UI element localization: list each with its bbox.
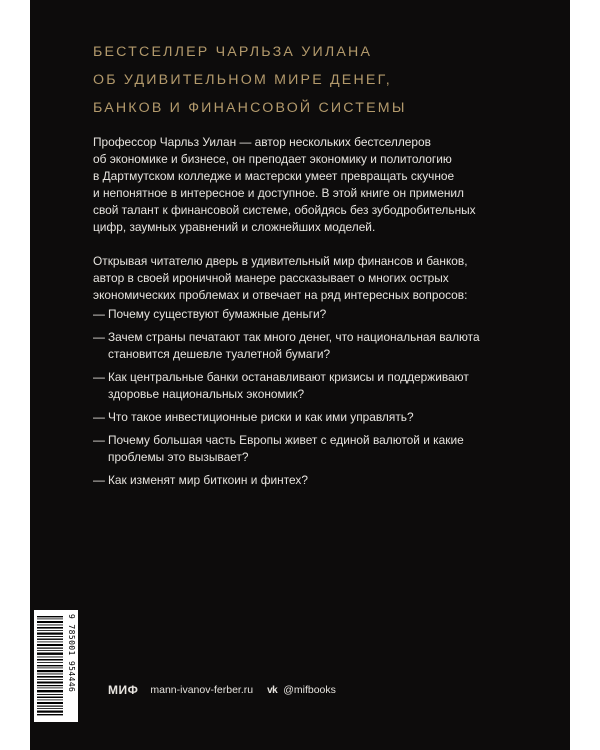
vk-icon: vk xyxy=(267,684,278,696)
question-list xyxy=(93,306,533,495)
list-item xyxy=(93,409,533,426)
isbn-barcode xyxy=(34,610,78,722)
publisher-logo: МИФ xyxy=(108,683,139,697)
publisher-website: mann-ivanov-ferber.ru xyxy=(150,684,254,696)
intro-paragraph xyxy=(93,253,513,304)
dash-bullet: — xyxy=(93,330,105,344)
text-line: в Дартмутском колледже и мастерски умеет превращать скучное xyxy=(93,169,455,183)
question-text: Как центральные банки останавливают кризисы и поддерживают xyxy=(108,370,469,384)
dash-bullet: — xyxy=(93,307,105,321)
social-handle: @mifbooks xyxy=(283,684,336,696)
text-line: об экономике и бизнесе, он преподает экономику и политологию xyxy=(93,152,452,166)
text-line: Профессор Чарльз Уилан — автор нескольких бестселлеров xyxy=(93,135,431,149)
text-line: и непонятное в интересное и доступное. В этой книге он применил xyxy=(93,186,464,200)
question-text: Зачем страны печатают так много денег, что национальная валюта xyxy=(108,330,480,344)
list-item xyxy=(93,306,533,323)
dash-bullet: — xyxy=(93,370,105,384)
dash-bullet: — xyxy=(93,433,105,447)
list-item xyxy=(93,329,533,363)
book-back-cover xyxy=(30,0,570,750)
dash-bullet: — xyxy=(93,473,105,487)
text-line: Открывая читателю дверь в удивительный мир финансов и банков, xyxy=(93,254,468,268)
text-line: автор в своей ироничной манере рассказывает о многих острых xyxy=(93,271,449,285)
isbn-number: 9 785001 954446 xyxy=(67,614,76,693)
author-paragraph xyxy=(93,134,513,236)
headline xyxy=(93,38,513,122)
text-line: свой талант к финансовой системе, обойдясь без зубодробительных xyxy=(93,203,476,217)
headline-line: БЕСТСЕЛЛЕР ЧАРЛЬЗА УИЛАНА xyxy=(93,44,373,60)
question-text: Почему большая часть Европы живет с единой валютой и какие xyxy=(108,433,464,447)
text-line: экономических проблемах и отвечает на ряд интересных вопросов: xyxy=(93,288,468,302)
headline-line: БАНКОВ И ФИНАНСОВОЙ СИСТЕМЫ xyxy=(93,100,407,116)
question-text: становится дешевле туалетной бумаги? xyxy=(108,347,331,361)
publisher-footer xyxy=(108,680,336,700)
question-text: проблемы это вызывает? xyxy=(108,450,249,464)
text-line: цифр, заумных уравнений и сложнейших моделей. xyxy=(93,220,376,234)
question-text: Как изменят мир биткоин и финтех? xyxy=(108,473,308,487)
list-item xyxy=(93,369,533,403)
list-item xyxy=(93,432,533,466)
dash-bullet: — xyxy=(93,410,105,424)
question-text: Почему существуют бумажные деньги? xyxy=(108,307,327,321)
list-item xyxy=(93,472,533,489)
barcode-stripes-icon xyxy=(37,614,63,718)
question-text: здоровье национальных экономик? xyxy=(108,387,305,401)
question-text: Что такое инвестиционные риски и как ими управлять? xyxy=(108,410,414,424)
headline-line: ОБ УДИВИТЕЛЬНОМ МИРЕ ДЕНЕГ, xyxy=(93,72,392,88)
